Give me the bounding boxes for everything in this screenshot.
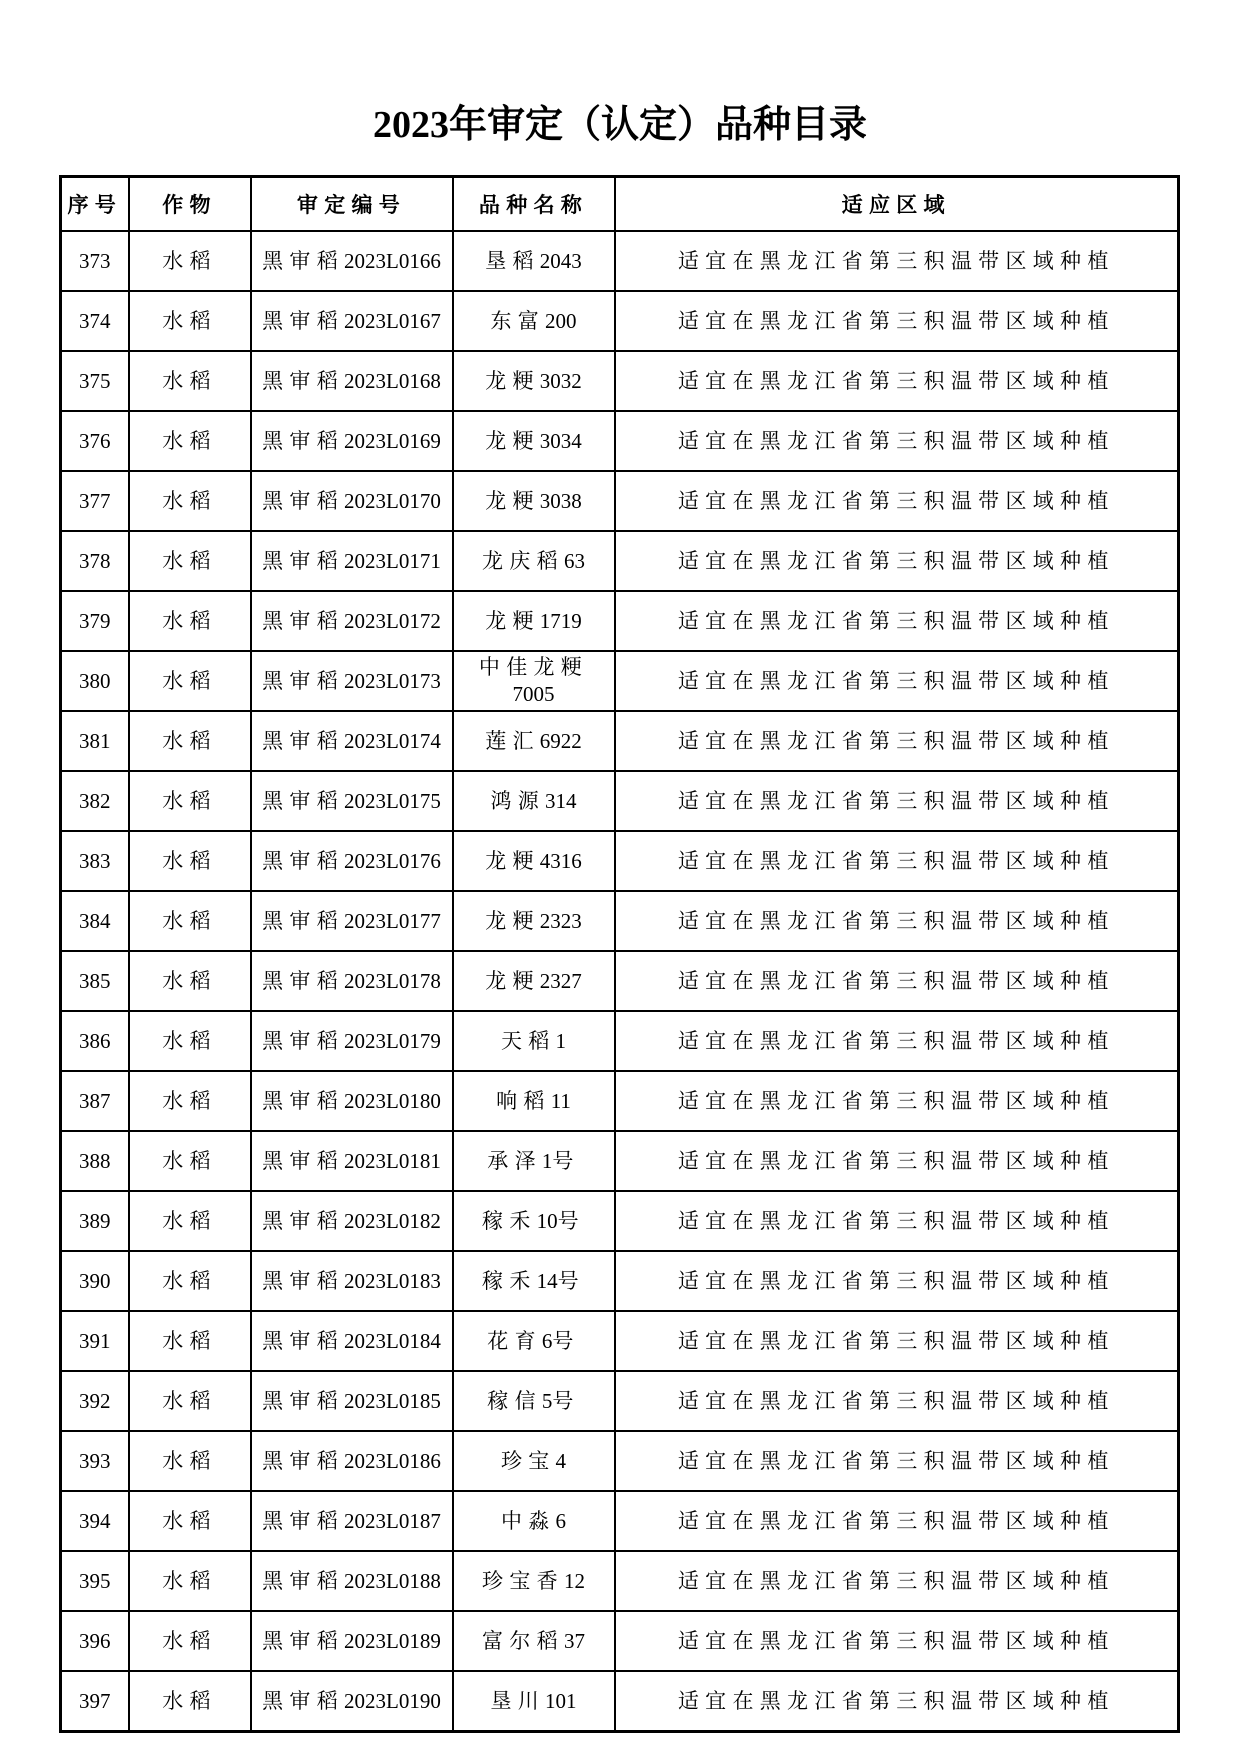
cell-variety-name: 花育6号 [453,1311,615,1371]
cell-crop: 水稻 [129,891,251,951]
table-row [61,591,1179,651]
cell-crop: 水稻 [129,771,251,831]
cell-region: 适宜在黑龙江省第三积温带区域种植 [615,831,1179,891]
cell-crop: 水稻 [129,1131,251,1191]
cell-approval-no: 黑审稻2023L0189 [251,1611,453,1671]
cell-approval-no: 黑审稻2023L0181 [251,1131,453,1191]
cell-approval-no: 黑审稻2023L0182 [251,1191,453,1251]
cell-variety-name: 稼禾10号 [453,1191,615,1251]
cell-approval-no: 黑审稻2023L0184 [251,1311,453,1371]
col-header-crop: 作物 [129,177,251,232]
table-row [61,891,1179,951]
table-header-row [61,177,1179,232]
table-row [61,291,1179,351]
table-row [61,1671,1179,1732]
cell-variety-name: 垦川101 [453,1671,615,1732]
cell-index: 396 [61,1611,129,1671]
cell-region: 适宜在黑龙江省第三积温带区域种植 [615,711,1179,771]
cell-approval-no: 黑审稻2023L0177 [251,891,453,951]
cell-variety-name: 承泽1号 [453,1131,615,1191]
cell-region: 适宜在黑龙江省第三积温带区域种植 [615,1431,1179,1491]
cell-approval-no: 黑审稻2023L0169 [251,411,453,471]
cell-approval-no: 黑审稻2023L0185 [251,1371,453,1431]
cell-crop: 水稻 [129,1311,251,1371]
cell-index: 375 [61,351,129,411]
cell-variety-name: 稼信5号 [453,1371,615,1431]
cell-index: 389 [61,1191,129,1251]
cell-crop: 水稻 [129,471,251,531]
cell-variety-name: 龙粳3034 [453,411,615,471]
cell-index: 386 [61,1011,129,1071]
cell-region: 适宜在黑龙江省第三积温带区域种植 [615,1551,1179,1611]
cell-variety-name: 龙粳3032 [453,351,615,411]
cell-approval-no: 黑审稻2023L0170 [251,471,453,531]
cell-crop: 水稻 [129,411,251,471]
table-row [61,1371,1179,1431]
cell-variety-name: 龙粳2323 [453,891,615,951]
cell-index: 376 [61,411,129,471]
col-header-index: 序号 [61,177,129,232]
table-row [61,1251,1179,1311]
cell-approval-no: 黑审稻2023L0175 [251,771,453,831]
cell-variety-name: 龙粳2327 [453,951,615,1011]
cell-index: 379 [61,591,129,651]
cell-crop: 水稻 [129,1611,251,1671]
cell-approval-no: 黑审稻2023L0179 [251,1011,453,1071]
cell-region: 适宜在黑龙江省第三积温带区域种植 [615,291,1179,351]
cell-crop: 水稻 [129,951,251,1011]
col-header-approval-no: 审定编号 [251,177,453,232]
cell-index: 373 [61,231,129,291]
cell-approval-no: 黑审稻2023L0186 [251,1431,453,1491]
cell-index: 374 [61,291,129,351]
cell-region: 适宜在黑龙江省第三积温带区域种植 [615,1131,1179,1191]
cell-crop: 水稻 [129,1371,251,1431]
table-row [61,1551,1179,1611]
cell-index: 387 [61,1071,129,1131]
table-row [61,231,1179,291]
table-row [61,1311,1179,1371]
cell-region: 适宜在黑龙江省第三积温带区域种植 [615,1011,1179,1071]
cell-crop: 水稻 [129,351,251,411]
cell-variety-name: 中淼6 [453,1491,615,1551]
cell-crop: 水稻 [129,651,251,711]
table-row [61,1131,1179,1191]
cell-approval-no: 黑审稻2023L0167 [251,291,453,351]
cell-region: 适宜在黑龙江省第三积温带区域种植 [615,531,1179,591]
cell-approval-no: 黑审稻2023L0173 [251,651,453,711]
cell-variety-name: 莲汇6922 [453,711,615,771]
cell-region: 适宜在黑龙江省第三积温带区域种植 [615,1371,1179,1431]
table-row [61,951,1179,1011]
cell-approval-no: 黑审稻2023L0174 [251,711,453,771]
cell-index: 392 [61,1371,129,1431]
cell-crop: 水稻 [129,231,251,291]
cell-region: 适宜在黑龙江省第三积温带区域种植 [615,1491,1179,1551]
cell-variety-name: 富尔稻37 [453,1611,615,1671]
cell-variety-name: 龙粳4316 [453,831,615,891]
cell-approval-no: 黑审稻2023L0183 [251,1251,453,1311]
table-row [61,531,1179,591]
cell-variety-name: 天稻1 [453,1011,615,1071]
cell-approval-no: 黑审稻2023L0187 [251,1491,453,1551]
cell-approval-no: 黑审稻2023L0168 [251,351,453,411]
table-row [61,411,1179,471]
cell-index: 390 [61,1251,129,1311]
cell-crop: 水稻 [129,531,251,591]
table-row [61,1491,1179,1551]
cell-region: 适宜在黑龙江省第三积温带区域种植 [615,231,1179,291]
cell-crop: 水稻 [129,591,251,651]
col-header-region: 适应区域 [615,177,1179,232]
cell-approval-no: 黑审稻2023L0188 [251,1551,453,1611]
cell-index: 383 [61,831,129,891]
cell-crop: 水稻 [129,711,251,771]
cell-region: 适宜在黑龙江省第三积温带区域种植 [615,1611,1179,1671]
variety-catalog-table [59,175,1180,1733]
cell-region: 适宜在黑龙江省第三积温带区域种植 [615,471,1179,531]
cell-variety-name: 鸿源314 [453,771,615,831]
cell-crop: 水稻 [129,1071,251,1131]
cell-index: 380 [61,651,129,711]
cell-region: 适宜在黑龙江省第三积温带区域种植 [615,411,1179,471]
table-row [61,1191,1179,1251]
cell-index: 382 [61,771,129,831]
cell-crop: 水稻 [129,1671,251,1732]
cell-crop: 水稻 [129,1191,251,1251]
col-header-variety-name: 品种名称 [453,177,615,232]
table-row [61,831,1179,891]
cell-index: 395 [61,1551,129,1611]
cell-index: 385 [61,951,129,1011]
cell-crop: 水稻 [129,1491,251,1551]
cell-approval-no: 黑审稻2023L0176 [251,831,453,891]
cell-variety-name: 东富200 [453,291,615,351]
page-title: 2023年审定（认定）品种目录 [372,104,867,146]
cell-approval-no: 黑审稻2023L0190 [251,1671,453,1732]
cell-variety-name: 响稻11 [453,1071,615,1131]
cell-crop: 水稻 [129,291,251,351]
table-body [61,231,1179,1732]
cell-crop: 水稻 [129,831,251,891]
cell-index: 397 [61,1671,129,1732]
cell-index: 388 [61,1131,129,1191]
cell-index: 381 [61,711,129,771]
cell-crop: 水稻 [129,1431,251,1491]
cell-crop: 水稻 [129,1251,251,1311]
cell-approval-no: 黑审稻2023L0171 [251,531,453,591]
cell-index: 393 [61,1431,129,1491]
table-row [61,711,1179,771]
table-row [61,1431,1179,1491]
cell-region: 适宜在黑龙江省第三积温带区域种植 [615,771,1179,831]
cell-region: 适宜在黑龙江省第三积温带区域种植 [615,651,1179,711]
cell-region: 适宜在黑龙江省第三积温带区域种植 [615,1071,1179,1131]
cell-index: 378 [61,531,129,591]
cell-variety-name: 垦稻2043 [453,231,615,291]
cell-region: 适宜在黑龙江省第三积温带区域种植 [615,1191,1179,1251]
cell-variety-name: 龙庆稻63 [453,531,615,591]
cell-variety-name: 稼禾14号 [453,1251,615,1311]
cell-approval-no: 黑审稻2023L0180 [251,1071,453,1131]
cell-region: 适宜在黑龙江省第三积温带区域种植 [615,1251,1179,1311]
table-row [61,771,1179,831]
cell-approval-no: 黑审稻2023L0172 [251,591,453,651]
cell-region: 适宜在黑龙江省第三积温带区域种植 [615,951,1179,1011]
table-row [61,651,1179,711]
table-row [61,471,1179,531]
table-row [61,1011,1179,1071]
cell-index: 391 [61,1311,129,1371]
table-row [61,1071,1179,1131]
cell-approval-no: 黑审稻2023L0166 [251,231,453,291]
cell-crop: 水稻 [129,1011,251,1071]
cell-index: 377 [61,471,129,531]
cell-variety-name: 龙粳1719 [453,591,615,651]
cell-index: 394 [61,1491,129,1551]
cell-region: 适宜在黑龙江省第三积温带区域种植 [615,591,1179,651]
cell-variety-name: 珍宝香12 [453,1551,615,1611]
cell-approval-no: 黑审稻2023L0178 [251,951,453,1011]
cell-variety-name: 珍宝4 [453,1431,615,1491]
cell-region: 适宜在黑龙江省第三积温带区域种植 [615,1311,1179,1371]
cell-variety-name: 中佳龙粳7005 [453,651,615,711]
table-row [61,1611,1179,1671]
cell-variety-name: 龙粳3038 [453,471,615,531]
cell-region: 适宜在黑龙江省第三积温带区域种植 [615,1671,1179,1732]
cell-region: 适宜在黑龙江省第三积温带区域种植 [615,891,1179,951]
cell-region: 适宜在黑龙江省第三积温带区域种植 [615,351,1179,411]
cell-crop: 水稻 [129,1551,251,1611]
table-row [61,351,1179,411]
cell-index: 384 [61,891,129,951]
